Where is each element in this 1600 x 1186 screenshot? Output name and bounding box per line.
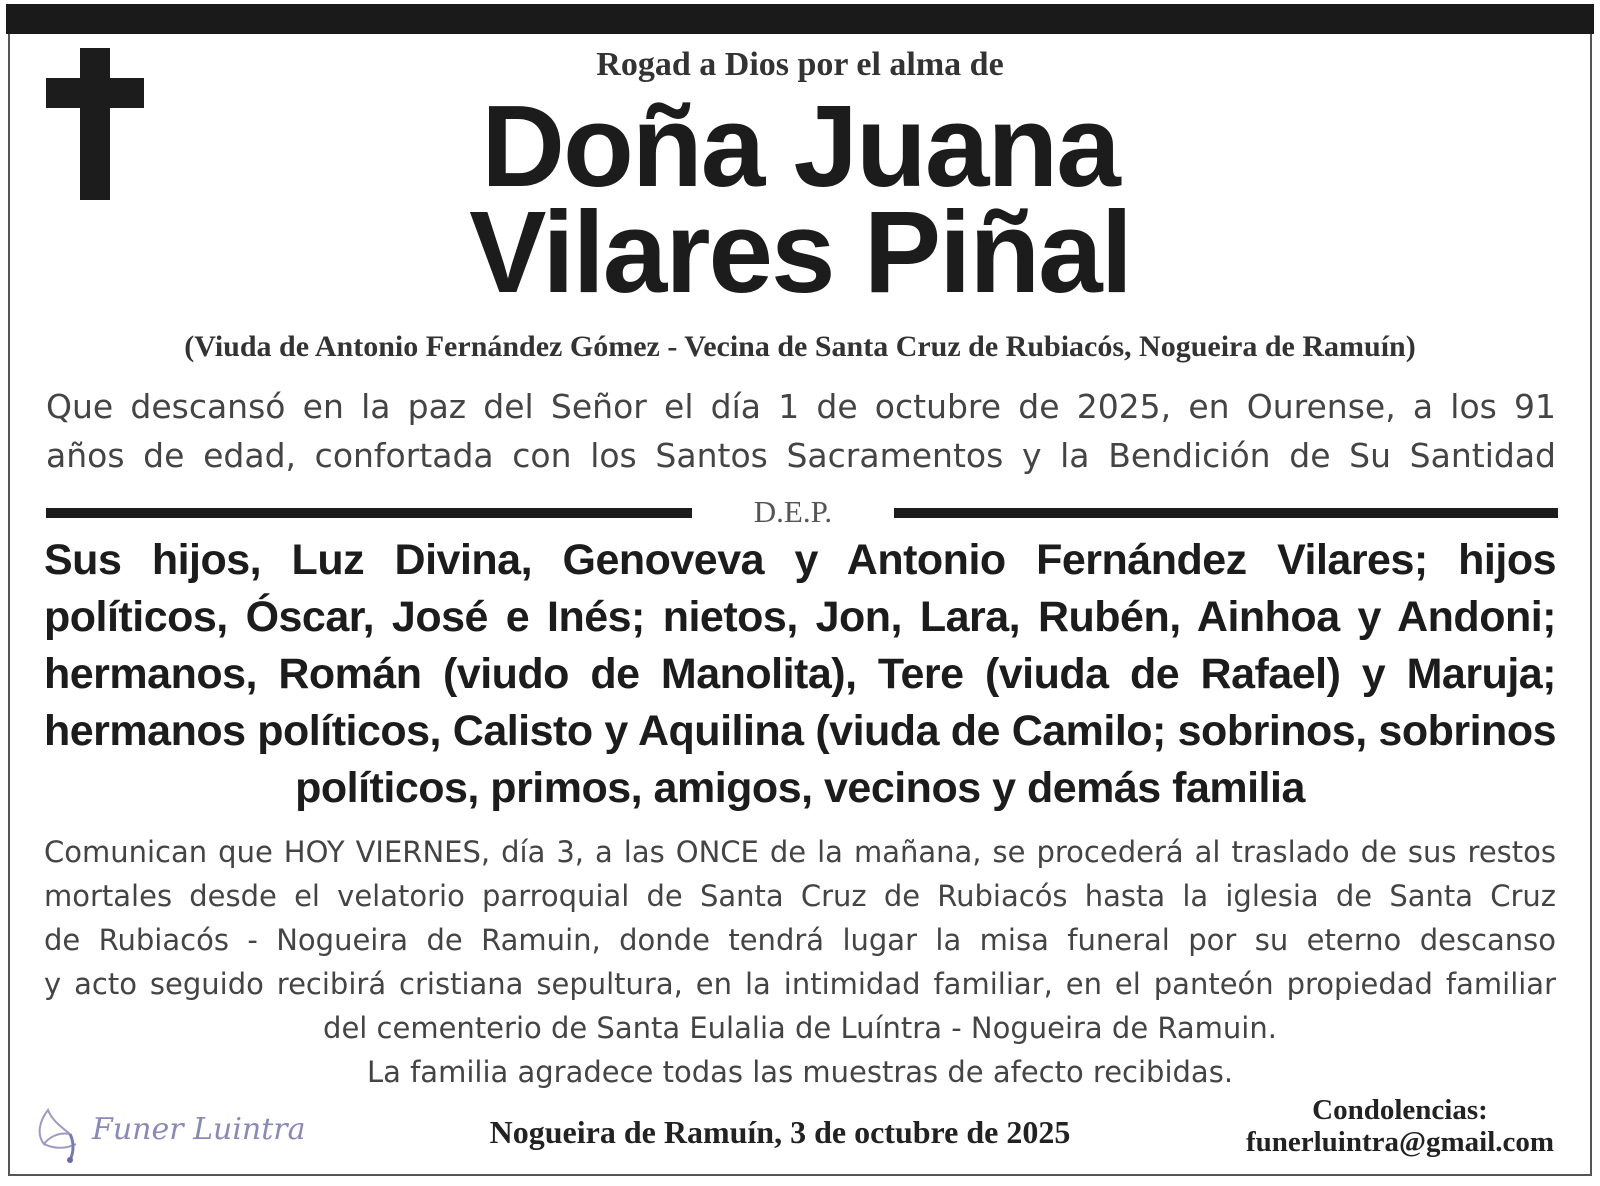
announcement-line: de Rubiacós - Nogueira de Ramuin, donde tendrá lugar la misa funeral por su eterno descanso bbox=[44, 923, 1556, 957]
death-notice-line2: años de edad, confortada con los Santos Sacramentos y la Bendición de Su Santidad bbox=[46, 436, 1556, 475]
announcement-line: del cementerio de Santa Eulalia de Luíntra - Nogueira de Ramuin. bbox=[323, 1011, 1277, 1045]
family-line: hermanos políticos, Calisto y Aquilina (viuda de Camilo; sobrinos, sobrinos bbox=[44, 707, 1556, 755]
family-line: Sus hijos, Luz Divina, Genoveva y Antonio Fernández Vilares; hijos bbox=[44, 536, 1556, 584]
deceased-name-line2: Vilares Piñal bbox=[469, 187, 1131, 317]
divider-left bbox=[46, 508, 692, 518]
funeral-announcement bbox=[44, 830, 1556, 1094]
gratitude-line: La familia agradece todas las muestras de afecto recibidas. bbox=[366, 1055, 1234, 1089]
family-line: políticos, Óscar, José e Inés; nietos, Jon, Lara, Rubén, Ainhoa y Andoni; bbox=[44, 593, 1556, 641]
announcement-line: mortales desde el velatorio parroquial de Santa Cruz de Rubiacós hasta la iglesia de Santa Cruz bbox=[44, 879, 1556, 913]
logo-text: Funer Luintra bbox=[92, 1112, 306, 1147]
announcement-line: Comunican que HOY VIERNES, día 3, a las ONCE de la mañana, se procederá al traslado de sus restos bbox=[44, 835, 1556, 869]
family-line: hermanos, Román (viudo de Manolita), Tere (viuda de Rafael) y Maruja; bbox=[44, 650, 1556, 698]
flower-logo-icon bbox=[30, 1100, 100, 1164]
death-notice bbox=[46, 382, 1556, 480]
deceased-name-line1: Doña Juana bbox=[481, 81, 1119, 211]
announcement-line: y acto seguido recibirá cristiana sepultura, en la intimidad familiar, en el panteón propiedad familiar bbox=[44, 967, 1556, 1001]
funeral-home-logo bbox=[30, 1100, 320, 1164]
intro-text: Rogad a Dios por el alma de bbox=[596, 46, 1004, 83]
condolences bbox=[1220, 1094, 1580, 1158]
death-notice-line1: Que descansó en la paz del Señor el día 1 de octubre de 2025, en Ourense, a los 91 bbox=[46, 387, 1556, 426]
deceased-subtitle: (Viuda de Antonio Fernández Gómez - Vecina de Santa Cruz de Rubiacós, Nogueira de Ramuín) bbox=[184, 330, 1416, 363]
divider-right bbox=[894, 508, 1558, 518]
top-black-band bbox=[6, 4, 1594, 34]
family-list bbox=[44, 532, 1556, 817]
place-date: Nogueira de Ramuín, 3 de octubre de 2025 bbox=[489, 1114, 1071, 1150]
condolences-label: Condolencias: bbox=[1312, 1094, 1488, 1126]
dep-label: D.E.P. bbox=[753, 494, 833, 529]
condolences-email[interactable]: funerluintra@gmail.com bbox=[1245, 1126, 1555, 1158]
family-line: políticos, primos, amigos, vecinos y demás familia bbox=[295, 764, 1305, 812]
